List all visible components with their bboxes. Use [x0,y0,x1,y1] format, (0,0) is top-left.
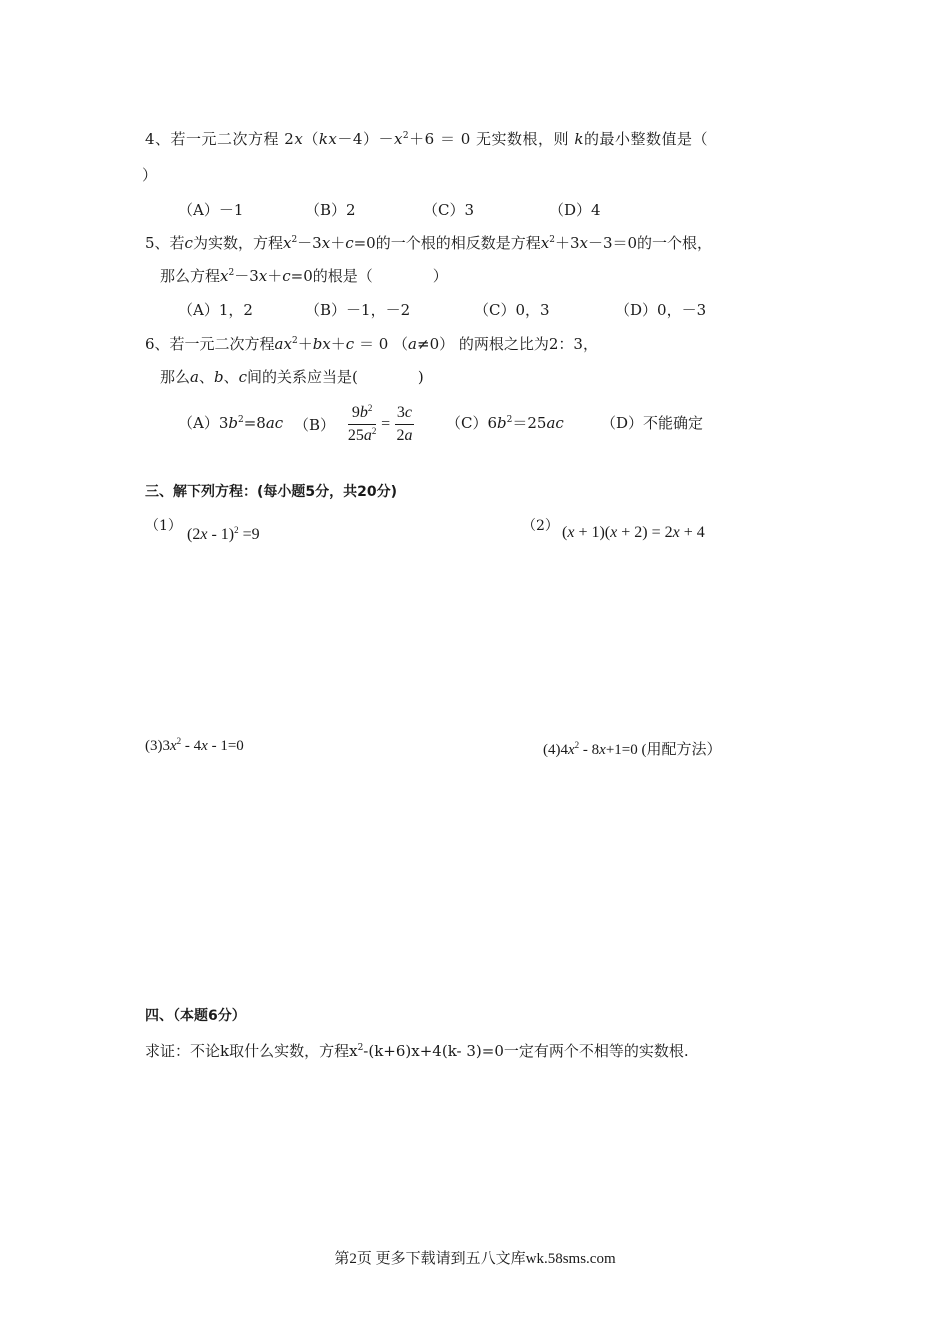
q5-option-a: （A）1，2 [178,301,253,319]
q6-line1: 6、若一元二次方程$ax^2+bx+c = 0$ （a≠0） 的两根之比为2：3， [145,335,598,353]
q4-option-c: （C）3 [423,201,475,219]
problem-3: $(3)3x^2 - 4x - 1=0$ [145,736,244,754]
q5-option-b: （B）－1，－2 [305,301,411,319]
section4-title: 四、（本题6分） [145,1008,246,1024]
problem-2-equation: (x + 1)(x + 2) = 2x + 4 [562,524,705,541]
q4-line1: 4、若一元二次方程 $2x(kx-4)-x^2+6 = 0$ 无实数根，则 k的最小整数值是（ [145,130,708,148]
q4-option-b: （B）2 [305,201,356,219]
q4-line2: ） [142,166,158,184]
problem-4: $(4)4x^2 - 8x+1=0$ (用配方法） [543,740,722,758]
problem-1-label: （1） [145,518,182,534]
q6-option-b: （B） $\frac{9b^2}{25a^2}$ = $\frac{3c}{2a}$ [294,403,413,444]
section3-title: 三、解下列方程：(每小题5分，共20分) [145,484,398,500]
q4-option-d: （D）4 [549,201,601,219]
q4-option-a: （A）－1 [178,201,244,219]
q5-line1: 5、若c为实数，方程$x^2-3x+c=0$的一个根的相反数是方程$x^2+3x-3=0$的一个根， [145,234,713,252]
q6-option-b-rhs-fraction: $\frac{3c}{2a}$ [396,404,413,444]
q5-line2: 那么方程$x^2-3x+c=0$的根是（ ） [160,267,448,285]
q6-option-c: $(C)6b^2=25ac$ [446,414,564,432]
section4-statement: 求证：不论k取什么实数，方程$x^2-(k+6)x+4(k-$ 3)=0一定有两个不相等的实数根. [145,1042,689,1060]
q6-line2: 那么a、b、c间的关系应当是( ) [160,368,424,386]
q6-option-b-label: （B） [294,416,336,434]
q6-option-b-lhs-fraction: $\frac{9b^2}{25a^2}$ [347,403,377,444]
q5-option-c: （C）0，3 [474,301,550,319]
problem-1-equation: (2x - 1)$^2$ =9 [187,525,260,543]
q6-option-a: $(A)3b^2=8ac$ [178,414,284,432]
problem-2-label: （2） [522,518,559,534]
page-footer: 第2页 更多下载请到五八文库wk.58sms.com [334,1251,616,1267]
q6-option-d: （D）不能确定 [601,414,704,432]
q5-option-d: （D）0，－3 [615,301,707,319]
